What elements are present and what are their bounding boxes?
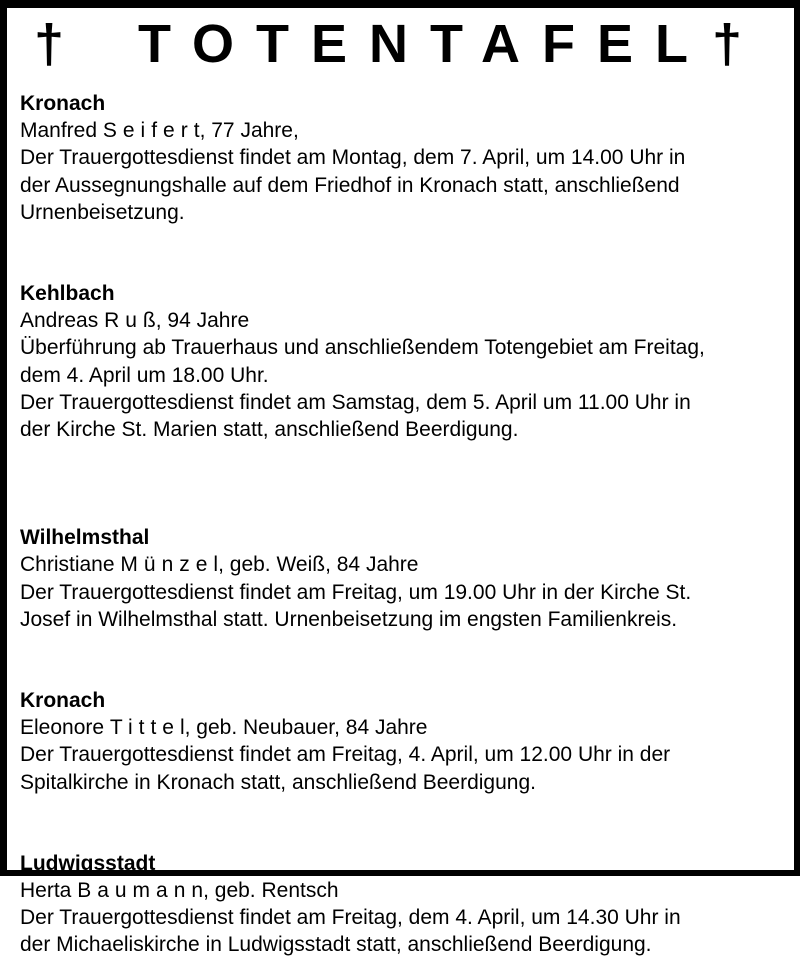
obituary-entry [20,850,705,959]
deceased-line [20,117,705,144]
obituary-list [20,90,705,959]
obituary-entry [20,687,705,796]
obituary-entry [20,90,705,226]
cross-icon: † [34,14,65,74]
service-text-line: Der Trauergottesdienst findet am Montag, dem 7. April, um 14.00 Uhr in [20,146,686,170]
surname: Tittel [109,716,191,740]
service-text-line: Der Trauergottesdienst findet am Freitag, um 19.00 Uhr in der Kirche St. [20,580,692,604]
obituary-entry [20,524,705,633]
surname: Seifert [102,119,206,143]
service-text-line: der Aussegnungshalle auf dem Friedhof in Kronach statt, anschließend [20,173,680,197]
service-text-line: Spitalkirche in Kronach statt, anschließend Beerdigung. [20,770,536,794]
first-name: Christiane [20,553,121,577]
surname: Ruß [104,309,162,333]
service-text-line: Überführung ab Trauerhaus und anschließendem Totengebiet am Freitag, [20,336,705,360]
deceased-line [20,877,705,904]
details: , geb. Neubauer, 84 Jahre [184,716,428,740]
details: , geb. Rentsch [203,879,339,903]
service-text-line: Josef in Wilhelmsthal statt. Urnenbeisetzung im engsten Familienkreis. [20,607,678,631]
deceased-line [20,551,705,578]
place-name: Ludwigsstadt [20,851,156,875]
details: , geb. Weiß, 84 Jahre [218,553,419,577]
page-title: TOTENTAFEL [138,14,710,74]
place-name: Wilhelmsthal [20,526,150,550]
header [0,12,800,76]
place-name: Kronach [20,92,106,115]
service-text-line: der Michaeliskirche in Ludwigsstadt statt, anschließend Beerdigung. [20,933,652,957]
first-name: Manfred [20,119,103,143]
first-name: Andreas [20,309,105,333]
cross-icon: † [712,14,743,74]
obituary-entry [20,280,705,443]
first-name: Eleonore [20,716,110,740]
service-text-line: Urnenbeisetzung. [20,200,185,224]
service-text-line: Der Trauergottesdienst findet am Freitag, 4. April, um 12.00 Uhr in der [20,743,671,767]
first-name: Herta [20,879,78,903]
service-text-line: Der Trauergottesdienst findet am Freitag, dem 4. April, um 14.30 Uhr in [20,906,681,930]
deceased-line [20,307,705,334]
service-text-line: der Kirche St. Marien statt, anschließend Beerdigung. [20,418,519,442]
place-name: Kehlbach [20,282,115,306]
place-name: Kronach [20,689,106,713]
service-text-line: dem 4. April um 18.00 Uhr. [20,363,269,387]
surname: Münzel [120,553,225,577]
surname: Baumann [77,879,210,903]
details: , 94 Jahre [155,309,250,333]
service-text-line: Der Trauergottesdienst findet am Samstag, dem 5. April um 11.00 Uhr in [20,390,691,414]
deceased-line [20,714,705,741]
details: , 77 Jahre, [199,119,299,143]
